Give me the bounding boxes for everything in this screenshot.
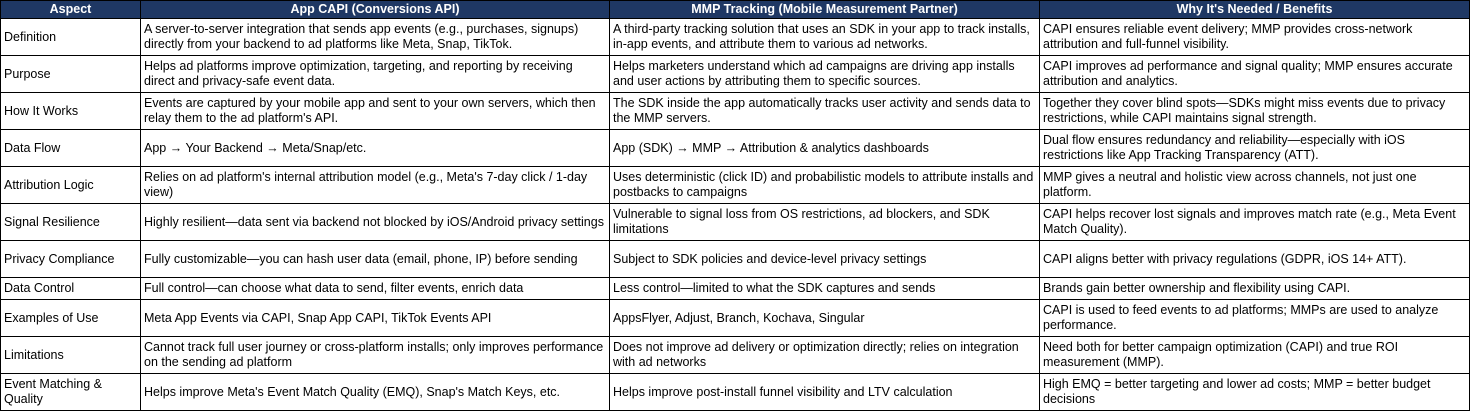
cell-app-capi: Helps ad platforms improve optimization, targeting, and reporting by receiving direct and privacy-safe event data.	[141, 56, 610, 93]
cell-app-capi: Events are captured by your mobile app and sent to your own servers, which then relay them to the ad platform's API.	[141, 93, 610, 130]
table-row	[1, 56, 1470, 93]
cell-why-needed: Need both for better campaign optimization (CAPI) and true ROI measurement (MMP).	[1040, 337, 1470, 374]
table-row	[1, 278, 1470, 300]
header-why-needed: Why It's Needed / Benefits	[1040, 1, 1470, 19]
cell-app-capi: Highly resilient—data sent via backend not blocked by iOS/Android privacy settings	[141, 204, 610, 241]
header-mmp-tracking: MMP Tracking (Mobile Measurement Partner)	[610, 1, 1040, 19]
cell-aspect: Definition	[1, 19, 141, 56]
cell-aspect: Attribution Logic	[1, 167, 141, 204]
cell-aspect: Limitations	[1, 337, 141, 374]
table-row	[1, 19, 1470, 56]
table-row	[1, 204, 1470, 241]
cell-mmp-tracking: A third-party tracking solution that uses an SDK in your app to track installs, in-app events, and attribute them to various ad networks.	[610, 19, 1040, 56]
table-row	[1, 167, 1470, 204]
cell-app-capi: Helps improve Meta's Event Match Quality (EMQ), Snap's Match Keys, etc.	[141, 374, 610, 411]
cell-mmp-tracking: Helps improve post-install funnel visibility and LTV calculation	[610, 374, 1040, 411]
table-row	[1, 300, 1470, 337]
cell-why-needed: Together they cover blind spots—SDKs might miss events due to privacy restrictions, while CAPI maintains signal strength.	[1040, 93, 1470, 130]
cell-why-needed: Dual flow ensures redundancy and reliability—especially with iOS restrictions like App Tracking Transparency (ATT).	[1040, 130, 1470, 167]
cell-mmp-tracking: The SDK inside the app automatically tracks user activity and sends data to the MMP servers.	[610, 93, 1040, 130]
cell-why-needed: CAPI is used to feed events to ad platforms; MMPs are used to analyze performance.	[1040, 300, 1470, 337]
cell-mmp-tracking: App (SDK) → MMP → Attribution & analytics dashboards	[610, 130, 1040, 167]
table-row	[1, 130, 1470, 167]
cell-why-needed: CAPI aligns better with privacy regulations (GDPR, iOS 14+ ATT).	[1040, 241, 1470, 278]
cell-aspect: How It Works	[1, 93, 141, 130]
table-row	[1, 374, 1470, 411]
cell-aspect: Event Matching & Quality	[1, 374, 141, 411]
cell-app-capi: Full control—can choose what data to send, filter events, enrich data	[141, 278, 610, 300]
cell-app-capi: Fully customizable—you can hash user data (email, phone, IP) before sending	[141, 241, 610, 278]
cell-why-needed: CAPI ensures reliable event delivery; MMP provides cross-network attribution and full-funnel visibility.	[1040, 19, 1470, 56]
cell-mmp-tracking: Vulnerable to signal loss from OS restrictions, ad blockers, and SDK limitations	[610, 204, 1040, 241]
cell-why-needed: MMP gives a neutral and holistic view across channels, not just one platform.	[1040, 167, 1470, 204]
cell-aspect: Data Flow	[1, 130, 141, 167]
table-row	[1, 93, 1470, 130]
header-aspect: Aspect	[1, 1, 141, 19]
cell-aspect: Examples of Use	[1, 300, 141, 337]
cell-aspect: Privacy Compliance	[1, 241, 141, 278]
cell-app-capi: Relies on ad platform's internal attribution model (e.g., Meta's 7-day click / 1-day view)	[141, 167, 610, 204]
cell-mmp-tracking: Subject to SDK policies and device-level privacy settings	[610, 241, 1040, 278]
table-header	[1, 1, 1470, 19]
cell-why-needed: High EMQ = better targeting and lower ad costs; MMP = better budget decisions	[1040, 374, 1470, 411]
header-app-capi: App CAPI (Conversions API)	[141, 1, 610, 19]
cell-aspect: Purpose	[1, 56, 141, 93]
cell-app-capi: Meta App Events via CAPI, Snap App CAPI, TikTok Events API	[141, 300, 610, 337]
cell-mmp-tracking: Uses deterministic (click ID) and probabilistic models to attribute installs and postbacks to campaigns	[610, 167, 1040, 204]
table-body	[1, 19, 1470, 411]
table-row	[1, 241, 1470, 278]
table-row	[1, 337, 1470, 374]
cell-mmp-tracking: Does not improve ad delivery or optimization directly; relies on integration with ad networks	[610, 337, 1040, 374]
cell-app-capi: App → Your Backend → Meta/Snap/etc.	[141, 130, 610, 167]
cell-aspect: Signal Resilience	[1, 204, 141, 241]
cell-why-needed: CAPI helps recover lost signals and improves match rate (e.g., Meta Event Match Quality).	[1040, 204, 1470, 241]
cell-why-needed: Brands gain better ownership and flexibility using CAPI.	[1040, 278, 1470, 300]
cell-aspect: Data Control	[1, 278, 141, 300]
cell-mmp-tracking: Less control—limited to what the SDK captures and sends	[610, 278, 1040, 300]
cell-why-needed: CAPI improves ad performance and signal quality; MMP ensures accurate attribution and analytics.	[1040, 56, 1470, 93]
header-row	[1, 1, 1470, 19]
cell-mmp-tracking: AppsFlyer, Adjust, Branch, Kochava, Singular	[610, 300, 1040, 337]
cell-app-capi: Cannot track full user journey or cross-platform installs; only improves performance on the sending ad platform	[141, 337, 610, 374]
cell-mmp-tracking: Helps marketers understand which ad campaigns are driving app installs and user actions by attributing them to specific sources.	[610, 56, 1040, 93]
cell-app-capi: A server-to-server integration that sends app events (e.g., purchases, signups) directly from your backend to ad platforms like Meta, Snap, TikTok.	[141, 19, 610, 56]
